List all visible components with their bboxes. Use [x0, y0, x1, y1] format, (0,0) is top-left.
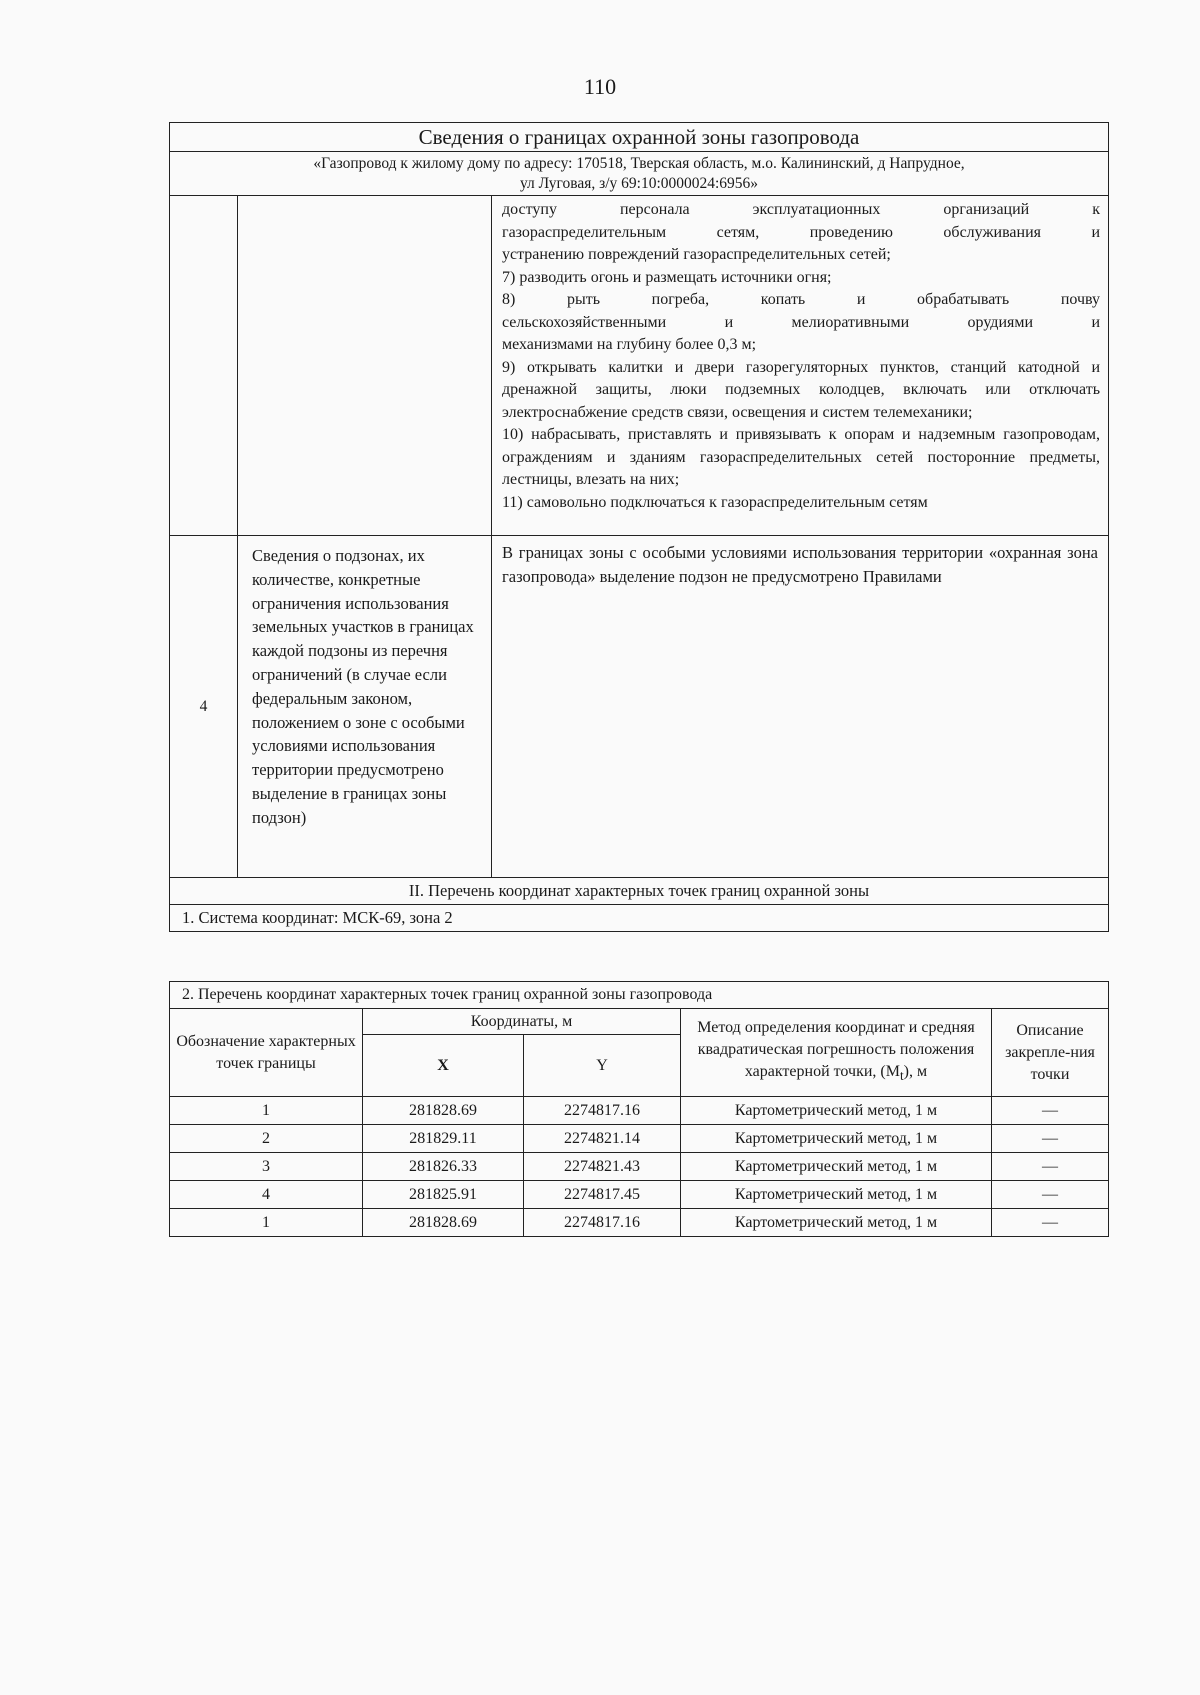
table-row — [170, 1125, 1109, 1153]
header-description: Описание закрепле-ния точки — [992, 1009, 1109, 1097]
header-method — [681, 1009, 992, 1097]
restriction-line: сельскохозяйственными и мелиоративными орудиями и — [502, 313, 1101, 331]
header-x: X — [363, 1035, 524, 1097]
table-row — [170, 1153, 1109, 1181]
header-method-text: Метод определения координат и средняя квадратическая погрешность положения характерной точки, (M — [697, 1019, 975, 1081]
subtitle-line-2: ул Луговая, з/у 69:10:0000024:6956» — [519, 175, 759, 192]
cell-description: — — [992, 1097, 1109, 1125]
subtitle-line-1: «Газопровод к жилому дому по адресу: 170518, Тверская область, м.о. Калининский, д Напрудное, — [313, 155, 965, 172]
table-title: Сведения о границах охранной зоны газопровода — [170, 123, 1109, 152]
cell-method: Картометрический метод, 1 м — [681, 1209, 992, 1237]
coordinate-system: 1. Система координат: МСК-69, зона 2 — [170, 905, 1109, 932]
cell-method: Картометрический метод, 1 м — [681, 1097, 992, 1125]
cell-method: Картометрический метод, 1 м — [681, 1153, 992, 1181]
restrictions-row — [170, 196, 1109, 536]
cell-x: 281826.33 — [363, 1153, 524, 1181]
cell-y: 2274817.45 — [524, 1181, 681, 1209]
cell-x: 281828.69 — [363, 1209, 524, 1237]
cell-point: 3 — [170, 1153, 363, 1181]
header-point: Обозначение характерных точек границы — [170, 1009, 363, 1097]
header-coordinates: Координаты, м — [363, 1009, 681, 1035]
subzones-row — [170, 536, 1109, 878]
restriction-line: 8) рыть погреба, копать и обрабатывать почву — [502, 291, 1101, 308]
cell-point: 2 — [170, 1125, 363, 1153]
cell-point: 1 — [170, 1097, 363, 1125]
page-number: 110 — [583, 74, 617, 99]
cell-x: 281825.91 — [363, 1181, 524, 1209]
restriction-item-11: 11) самовольно подключаться к газораспределительным сетям — [502, 493, 928, 511]
subzones-name: Сведения о подзонах, их количестве, конкретные ограничения использования земельных участков в границах каждой подзоны из перечня ограничений (в случае если федеральным законом, положением о зоне с особыми условиями использования территории предусмотрено выделение в границах зоны подзон) — [238, 536, 492, 878]
restriction-line: доступу персонала эксплуатационных организаций к — [502, 201, 1101, 218]
cell-description: — — [992, 1181, 1109, 1209]
restriction-line: устранению повреждений газораспределительных сетей; — [502, 246, 891, 263]
restriction-line: газораспределительным сетям, проведению обслуживания и — [502, 223, 1101, 241]
cell-description: — — [992, 1125, 1109, 1153]
cell-x: 281828.69 — [363, 1097, 524, 1125]
table-row — [170, 1209, 1109, 1237]
coordinates-table — [169, 981, 1109, 1237]
restriction-item-9: 9) открывать калитки и двери газорегуляторных пунктов, станций катодной и дренажной защиты, люки подземных колодцев, включать или отключать электроснабжение средств связи, освещения и систем телемеханики; — [502, 358, 1101, 421]
table-row — [170, 1181, 1109, 1209]
restriction-line: механизмами на глубину более 0,3 м; — [502, 336, 757, 353]
cell-x: 281829.11 — [363, 1125, 524, 1153]
row-number: 4 — [170, 536, 238, 878]
cell-y: 2274817.16 — [524, 1097, 681, 1125]
header-method-tail: ), м — [903, 1063, 928, 1081]
zone-info-table — [169, 122, 1109, 932]
restrictions-text — [492, 196, 1109, 536]
header-method-subscript: t — [899, 1068, 904, 1084]
cell-y: 2274817.16 — [524, 1209, 681, 1237]
cell-description: — — [992, 1153, 1109, 1181]
cell-method: Картометрический метод, 1 м — [681, 1125, 992, 1153]
header-y: Y — [524, 1035, 681, 1097]
cell-point: 1 — [170, 1209, 363, 1237]
row-name-cell — [238, 196, 492, 536]
section-2-title: II. Перечень координат характерных точек границ охранной зоны — [170, 878, 1109, 905]
cell-y: 2274821.43 — [524, 1153, 681, 1181]
cell-y: 2274821.14 — [524, 1125, 681, 1153]
coordinates-list-title: 2. Перечень координат характерных точек границ охранной зоны газопровода — [170, 982, 1109, 1009]
cell-description: — — [992, 1209, 1109, 1237]
subzones-value: В границах зоны с особыми условиями использования территории «охранная зона газопровода» выделение подзон не предусмотрено Правилами — [492, 536, 1109, 878]
table-row — [170, 1097, 1109, 1125]
table-subtitle — [170, 152, 1109, 196]
restriction-line: 7) разводить огонь и размещать источники огня; — [502, 268, 832, 286]
row-number-cell — [170, 196, 238, 536]
cell-point: 4 — [170, 1181, 363, 1209]
cell-method: Картометрический метод, 1 м — [681, 1181, 992, 1209]
restriction-item-10: 10) набрасывать, приставлять и привязывать к опорам и надземным газопроводам, ограждениям и зданиям газораспределительных сетей посторонние предметы, лестницы, влезать на них; — [502, 426, 1101, 488]
